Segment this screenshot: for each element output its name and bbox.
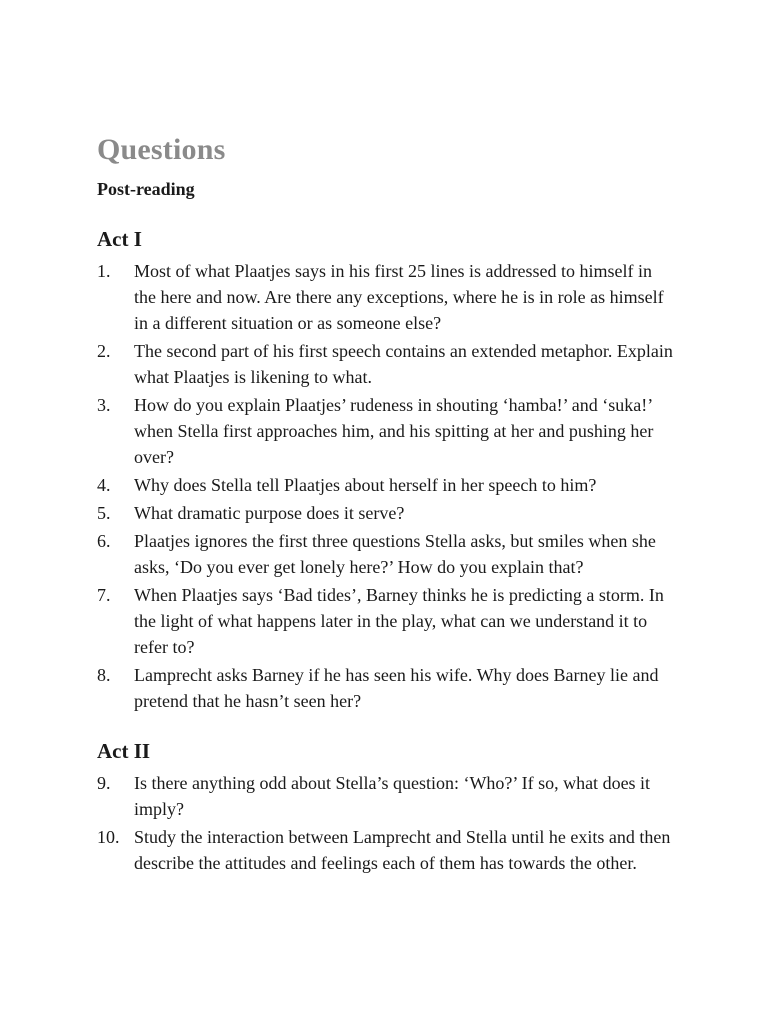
section-act-1: [97, 224, 677, 714]
question-number: 8.: [97, 665, 111, 685]
question-text: Lamprecht asks Barney if he has seen his wife. Why does Barney lie and pretend that he hasn’t seen her?: [134, 665, 659, 711]
question-number: 5.: [97, 503, 111, 523]
question-text: Most of what Plaatjes says in his first 25 lines is addressed to himself in the here and now. Are there any exceptions, where he is in role as himself in a different situation or as someone else?: [134, 261, 664, 333]
question-list: [97, 770, 677, 876]
question-number: 1.: [97, 261, 111, 281]
section-act-2: [97, 736, 677, 876]
question-item: [97, 472, 677, 498]
question-list: [97, 258, 677, 714]
question-text: Why does Stella tell Plaatjes about herself in her speech to him?: [134, 475, 597, 495]
question-text: When Plaatjes says ‘Bad tides’, Barney thinks he is predicting a storm. In the light of what happens later in the play, what can we understand it to refer to?: [134, 585, 664, 657]
question-item: [97, 528, 677, 580]
question-item: [97, 338, 677, 390]
question-number: 9.: [97, 773, 111, 793]
page-title: Questions: [97, 133, 226, 166]
question-item: [97, 582, 677, 660]
section-heading: Act II: [97, 739, 151, 763]
page-subtitle: Post-reading: [97, 179, 195, 199]
question-text: How do you explain Plaatjes’ rudeness in shouting ‘hamba!’ and ‘suka!’ when Stella first approaches him, and his spitting at her and pushing her over?: [134, 395, 654, 467]
question-item: [97, 662, 677, 714]
question-number: 10.: [97, 827, 120, 847]
question-item: [97, 500, 677, 526]
question-item: [97, 770, 677, 822]
question-number: 2.: [97, 341, 111, 361]
document-page: [97, 130, 677, 878]
question-item: [97, 258, 677, 336]
question-number: 3.: [97, 395, 111, 415]
question-number: 6.: [97, 531, 111, 551]
question-number: 4.: [97, 475, 111, 495]
question-text: Study the interaction between Lamprecht and Stella until he exits and then describe the attitudes and feelings each of them has towards the other.: [134, 827, 671, 873]
question-item: [97, 824, 677, 876]
question-item: [97, 392, 677, 470]
section-heading: Act I: [97, 227, 142, 251]
question-text: The second part of his first speech contains an extended metaphor. Explain what Plaatjes is likening to what.: [134, 341, 673, 387]
question-text: Is there anything odd about Stella’s question: ‘Who?’ If so, what does it imply?: [134, 773, 651, 819]
question-number: 7.: [97, 585, 111, 605]
question-text: What dramatic purpose does it serve?: [134, 503, 405, 523]
question-text: Plaatjes ignores the first three questions Stella asks, but smiles when she asks, ‘Do you ever get lonely here?’ How do you explain that?: [134, 531, 656, 577]
